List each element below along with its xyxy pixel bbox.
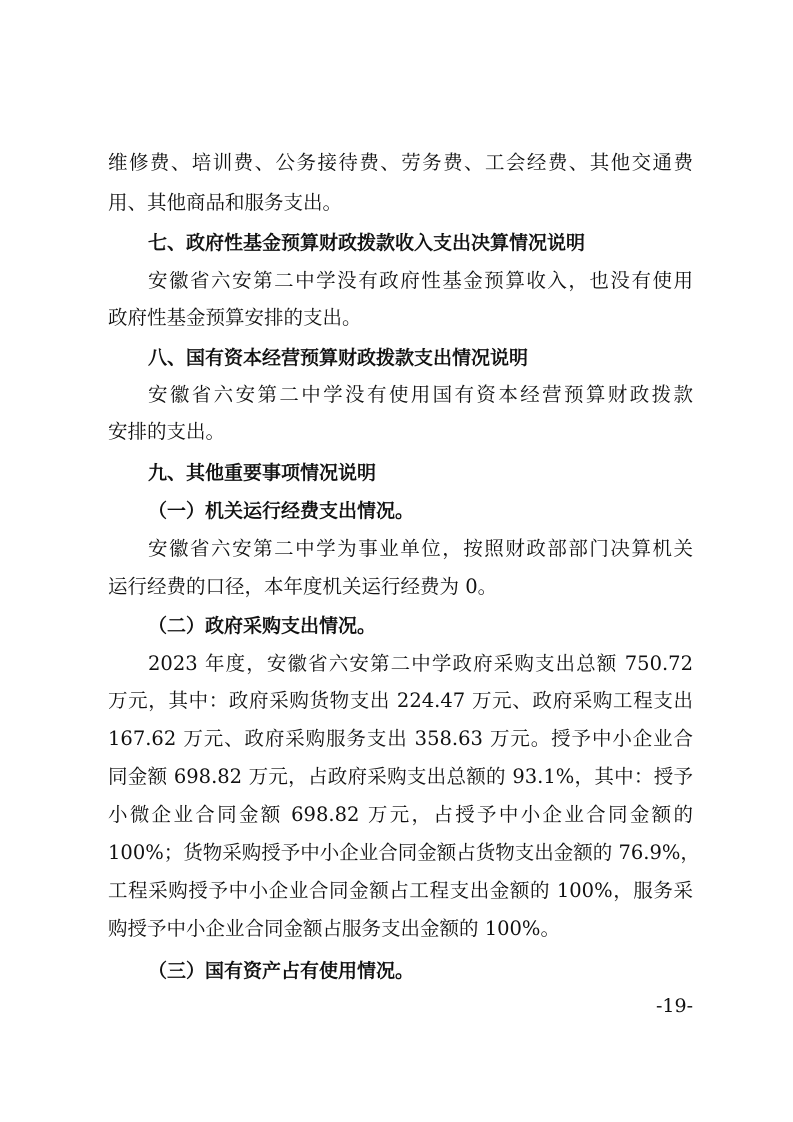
body-text-line: 购授予中小企业合同金额占服务支出金额的 100%。 [108, 917, 560, 940]
body-text-line: 2023 年度，安徽省六安第二中学政府采购支出总额 750.72 [148, 652, 693, 675]
body-text-line: 运行经费的口径，本年度机关运行经费为 0。 [108, 575, 498, 598]
body-text-line: 安徽省六安第二中学没有政府性基金预算收入，也没有使用 [148, 269, 693, 292]
body-text-line: 安排的支出。 [108, 420, 226, 443]
body-text-line: 维修费、培训费、公务接待费、劳务费、工会经费、其他交通费 [108, 151, 693, 174]
body-text-line: 安徽省六安第二中学为事业单位，按照财政部部门决算机关 [148, 537, 693, 560]
section-heading-8: 八、国有资本经营预算财政拨款支出情况说明 [148, 347, 529, 369]
body-text-line: 同金额 698.82 万元，占政府采购支出总额的 93.1%，其中：授予 [108, 765, 693, 788]
body-text-line: 小微企业合同金额 698.82 万元，占授予中小企业合同金额的 [108, 803, 693, 826]
page-number: -19- [655, 995, 693, 1017]
section-heading-7: 七、政府性基金预算财政拨款收入支出决算情况说明 [148, 232, 586, 254]
body-text-line: 用、其他商品和服务支出。 [108, 191, 343, 214]
body-text-line: 万元，其中：政府采购货物支出 224.47 万元、政府采购工程支出 [108, 689, 693, 712]
body-text-line: 100%；货物采购授予中小企业合同金额占货物支出金额的 76.9%， [108, 841, 700, 864]
body-text-line: 政府性基金预算安排的支出。 [108, 306, 362, 329]
subsection-heading-1: （一）机关运行经费支出情况。 [148, 500, 415, 522]
body-text-line: 工程采购授予中小企业合同金额占工程支出金额的 100%，服务采 [108, 879, 693, 902]
subsection-heading-2: （二）政府采购支出情况。 [148, 615, 377, 637]
section-heading-9: 九、其他重要事项情况说明 [148, 462, 377, 484]
body-text-line: 安徽省六安第二中学没有使用国有资本经营预算财政拨款 [148, 383, 693, 406]
subsection-heading-3: （三）国有资产占有使用情况。 [148, 960, 415, 982]
body-text-line: 167.62 万元、政府采购服务支出 358.63 万元。授予中小企业合 [108, 727, 693, 750]
